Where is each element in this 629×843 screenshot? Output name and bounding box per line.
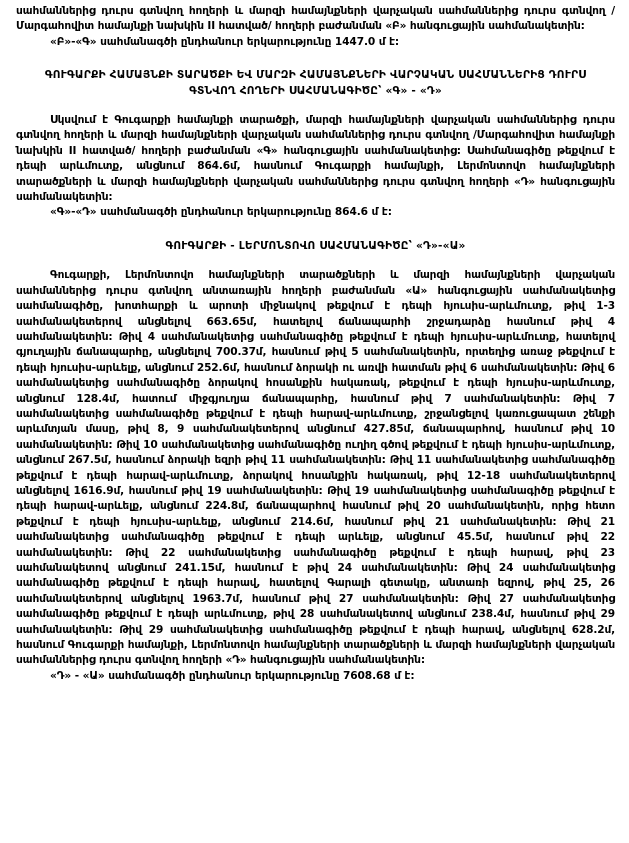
section2-heading-line2: ԳՏՆՎՈՂ ՀՈՂԵՐԻ ՍԱՀՄԱՆԱԳԻԾԸ՝ «Գ» - «Դ»	[189, 84, 442, 97]
spacer	[16, 254, 615, 268]
section3-paragraph: Գուգարքի, Լերմոնտովո համայնքների տարածքների և մարզի համայնքների վարչական սահմաններից դուրս գտնվող անտառային հողերի բաժանման «Ա» հանգուցային սահմանակետից սահմանագիծը, խոտհարքի և արոտի միջնակով թեքվում է դեպի հյուսիս-արևմուտք, թիվ 1-3 սահմանակետերով անցնելով 663.65մ, հատելով ճանապարհի շրջադարձը հասնում թիվ 4 սահմանակետին: Թիվ 4 սահմանակետից սահմանագիծը թեքվում է դեպի հյուսիս-արևմուտք, հատելով գյուղային ճանապարհը, անցնելով 700.37մ, հասնում թիվ 5 սահմանակետին, որտեղից առաջ թեքվում է դեպի հյուսիս-արևելք, անցնում 252.6մ, հասնում ձորակի ու առվի հատման թիվ 6 սահմանակետին: Թիվ 6 սահմանակետից սահմանագիծը ձորակով հոսանքին հակառակ, թեքվում է դեպի հյուսիս-արևմուտք, անցնում 128.4մ, հատում միջգյուղյա ճանապարհը, հասնում թիվ 7 սահմանակետին: Թիվ 7 սահմանակետից սահմանագիծը թեքվում է դեպի հարավ-արևմուտք, շրջանցելով կառուցապատ շենքի արևմտյան մասը, թիվ 8, 9 սահմանակետերով անցնում 427.85մ, ճանապարհով, հասնում թիվ 10 սահմանակետին: Թիվ 10 սահմանակետից սահմանագիծը ուղիղ գծով թեքվում է դեպի հյուսիս-արևմուտք, անցնում 267.5մ, հասնում ձորակի եզրի թիվ 11 սահմանակետին: Թիվ 11 սահմանակետից սահմանագիծը թեքվում է դեպի հարավ-արևմուտք, ձորակով հոսանքին հակառակ, թիվ 12-18 սահմանակետերով անցնելով 1616.9մ, հասնում թիվ 19 սահմանակետին: Թիվ 19 սահմանակետից սահմանագիծը թեքվում է դեպի հարավ-արևելք, անցնում 224.8մ, ճանապարհով հասնում թիվ 20 սահմանակետին, որից հետո թեքվում է դեպի հյուսիս-արևելք, անցնում 214.6մ, հասնում թիվ 21 սահմանակետին: Թիվ 21 սահմանակետից սահմանագիծը թեքվում է դեպի արևելք, անցնում 45.5մ, հասնում թիվ 22 սահմանակետին: Թիվ 22 սահմանակետից սահմանագիծը թեքվում է դեպի հարավ, թիվ 23 սահմանակետով անցնում 241.15մ, հասնում է թիվ 24 սահմանակետին: Թիվ 24 սահմանակետից սահմանագիծը թեքվում է դեպի հարավ, հատելով Գարալի գետակը, անտառի եզրով, թիվ 25, 26 սահմանակետերով անցնելով 1963.7մ, հասնում թիվ 27 սահմանակետին: Թիվ 27 սահմանակետից սահմանագիծը թեքվում է դեպի արևմուտք, թիվ 28 սահմանակետով անցնում 238.4մ, հասնում թիվ 29 սահմանակետին: Թիվ 29 սահմանակետից սահմանագիծը թեքվում է դեպի հարավ, անցնելով 628.2մ, հասնում Գուգարքի համայնքի, Լերմոնտովո համայնքների տարածքների և մարզի համայնքների վարչական սահմաններից դուրս գտնվող հողերի «Դ» հանգուցային սահմանակետին:	[16, 269, 615, 667]
section3-total-length: «Դ» - «Ա» սահմանագծի ընդհանուր երկարությունը 7608.68 մ է:	[50, 669, 415, 682]
section1-paragraph-tail: սահմաններից դուրս գտնվող հողերի և մարզի համայնքների վարչական սահմաններից դուրս գտնվող /Մարգահովիտ համայնքի նախկին II հատված/ հողերի բաժանման «Բ» հանգուցային սահմանակետին:	[16, 5, 615, 33]
section1-total-length: «Բ»-«Գ» սահմանագծի ընդհանուր երկարությունը 1447.0 մ է:	[50, 35, 400, 48]
section2-paragraph: Սկսվում է Գուգարքի համայնքի տարածքի, մարզի համայնքների վարչական սահմաններից դուրս գտնվող հողերի և մարզի համայնքների վարչական սահմաններից դուրս գտնվող /Մարգահովիտ համայնքի նախկին II հատված/ հողերի բաժանման «Գ» հանգուցային սահմանակետից: Սահմանագիծը թեքվում է դեպի արևմուտք, անցնում 864.6մ, հասնում Գուգարքի համայնքի, Լերմոնտովո համայնքների տարածքների և մարզի համայնքների վարչական սահմաններից դուրս գտնվող հողերի «Դ» հանգուցային սահմանակետին:	[16, 114, 615, 204]
spacer	[16, 221, 615, 239]
section2-heading-line1: ԳՈՒԳԱՐՔԻ ՀԱՄԱՅՆՔԻ ՏԱՐԱԾՔԻ ԵՎ ՄԱՐԶԻ ՀԱՄԱՅՆՔՆԵՐԻ ՎԱՐՉԱԿԱՆ ՍԱՀՄԱՆՆԵՐԻՑ ԴՈՒՐՍ	[44, 69, 587, 82]
spacer	[16, 99, 615, 113]
section3-heading: ԳՈՒԳԱՐՔԻ - ԼԵՐՄՈՆՏՈՎՈ ՍԱՀՄԱՆԱԳԻԾԸ՝ «Դ»-«Ա»	[165, 239, 466, 252]
spacer	[16, 50, 615, 68]
section2-total-length: «Գ»-«Դ» սահմանագծի ընդհանուր երկարությունը 864.6 մ է:	[50, 206, 392, 219]
